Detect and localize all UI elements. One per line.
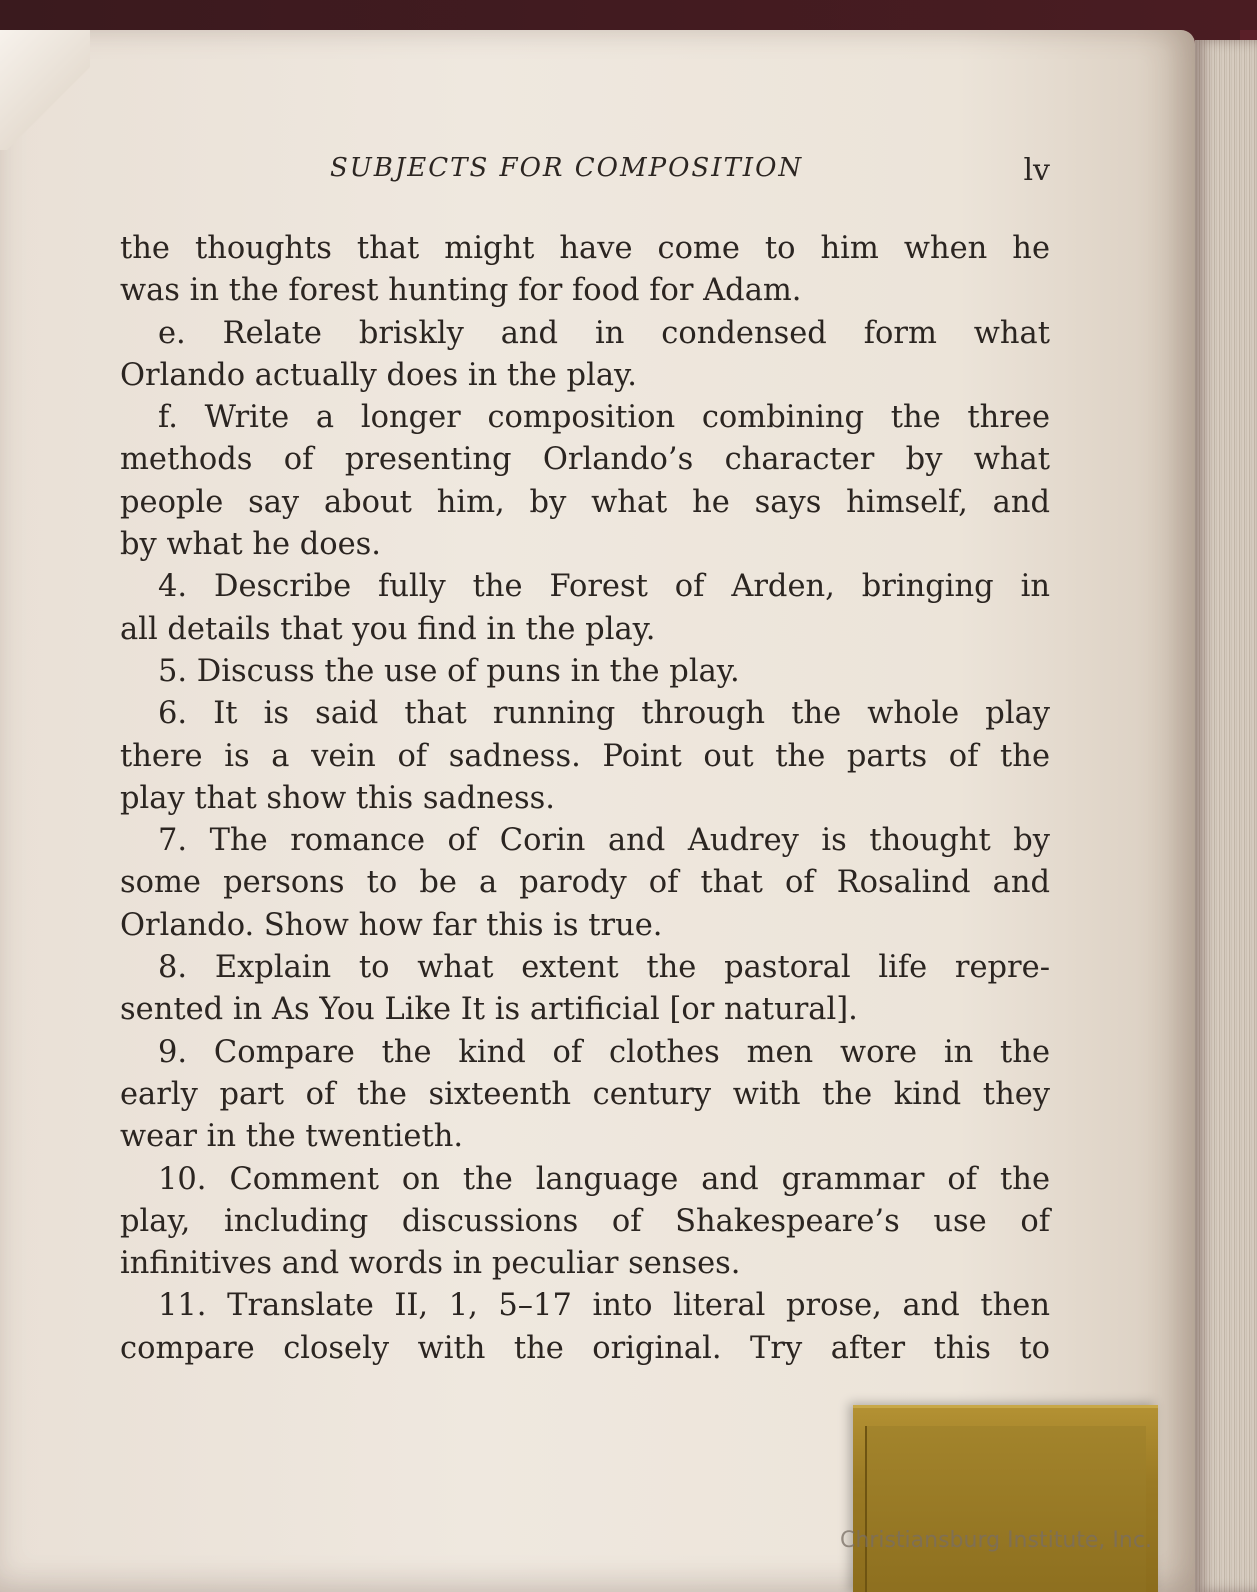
text-line: 10. Comment on the language and grammar of the	[158, 1161, 1050, 1197]
text-line: 5. Discuss the use of puns in the play.	[158, 653, 740, 689]
text-line: methods of presenting Orlando’s character by what	[120, 442, 1050, 478]
running-header	[120, 153, 1050, 193]
watermark-text: Christiansburg Institute, Inc.	[840, 1528, 1152, 1553]
text-line: wear in the twentieth.	[120, 1119, 464, 1155]
text-line: there is a vein of sadness. Point out the parts of the	[120, 738, 1050, 774]
text-line: 8. Explain to what extent the pastoral life repre-	[158, 950, 1050, 986]
text-line: 4. Describe fully the Forest of Arden, bringing in	[158, 569, 1050, 605]
header-title: SUBJECTS FOR COMPOSITION	[330, 153, 804, 183]
text-line: 6. It is said that running through the whole play	[158, 696, 1050, 732]
text-line: sented in As You Like It is artificial [or natural].	[120, 992, 858, 1028]
text-line: f. Write a longer composition combining the three	[158, 400, 1050, 436]
text-line: the thoughts that might have come to him when he	[120, 231, 1050, 266]
text-line: people say about him, by what he says himself, and	[120, 484, 1050, 520]
gold-bookmark-tab	[853, 1405, 1158, 1592]
text-line: 11. Translate II, 1, 5–17 into literal prose, and then	[158, 1288, 1050, 1324]
text-line: play, including discussions of Shakespeare’s use of	[120, 1203, 1050, 1239]
bookmark-face	[865, 1426, 1146, 1592]
text-line: some persons to be a parody of that of Rosalind and	[120, 865, 1050, 901]
text-line: play that show this sadness.	[120, 780, 555, 816]
text-line: compare closely with the original. Try after this to	[120, 1330, 1050, 1366]
text-line: by what he does.	[120, 527, 382, 563]
page-edges	[1195, 40, 1257, 1592]
text-line: all details that you find in the play.	[120, 611, 656, 647]
text-line: early part of the sixteenth century with the kind they	[120, 1076, 1050, 1112]
text-line: e. Relate briskly and in condensed form what	[158, 315, 1050, 351]
text-line: was in the forest hunting for food for Adam.	[120, 273, 802, 309]
text-line: 9. Compare the kind of clothes men wore in the	[158, 1034, 1050, 1070]
text-line: Orlando actually does in the play.	[120, 357, 637, 393]
page-body-text	[120, 228, 1050, 1370]
page-number: lv	[1023, 153, 1050, 188]
page-corner-fold	[0, 30, 90, 150]
text-line: infinitives and words in peculiar senses.	[120, 1246, 741, 1282]
text-line: 7. The romance of Corin and Audrey is thought by	[158, 823, 1050, 859]
text-line: Orlando. Show how far this is true.	[120, 907, 663, 943]
